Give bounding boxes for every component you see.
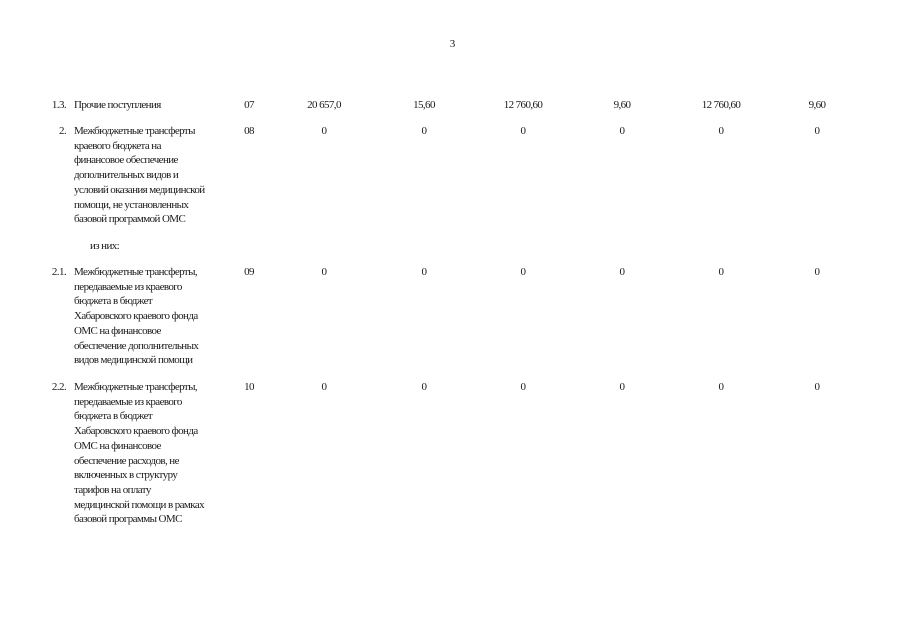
sub-label: из них:	[90, 240, 120, 252]
row-name-line: краевого бюджета на	[74, 139, 161, 152]
row-name	[74, 380, 224, 527]
row-value: 0	[814, 125, 820, 137]
row-value: 0	[814, 266, 820, 278]
row-value: 15,60	[413, 99, 435, 111]
row-value: 12 760,60	[701, 99, 741, 111]
row-name-line: обеспечение дополнительных	[74, 339, 199, 352]
row-number: 1.3.	[51, 99, 66, 111]
row-value: 9,60	[808, 99, 826, 111]
row-name-line: помощи, не установленных	[74, 198, 189, 211]
row-value: 9,60	[613, 99, 631, 111]
row-value: 0	[421, 266, 427, 278]
row-name-line: бюджета в бюджет	[74, 410, 153, 423]
row-name-line: видов медицинской помощи	[74, 354, 193, 367]
row-name-line: Межбюджетные трансферты,	[74, 381, 198, 393]
row-code: 08	[244, 125, 254, 137]
row-name-line: ОМС на финансовое	[74, 439, 161, 452]
row-value: 0	[718, 381, 724, 393]
row-name-line: бюджета в бюджет	[74, 295, 153, 308]
row-number: 2.2.	[51, 381, 66, 393]
row-name-line: передаваемые из краевого	[74, 395, 182, 408]
row-value: 20 657,0	[307, 99, 341, 111]
row-value: 0	[718, 266, 724, 278]
row-value: 0	[520, 125, 526, 137]
row-code: 07	[244, 99, 254, 111]
row-number: 2.	[58, 125, 66, 137]
row-code: 10	[244, 381, 254, 393]
row-value: 0	[619, 381, 625, 393]
row-name-line: финансовое обеспечение	[74, 154, 178, 167]
row-value: 0	[321, 266, 327, 278]
row-value: 12 760,60	[503, 99, 543, 111]
row-value: 0	[421, 381, 427, 393]
row-value: 0	[619, 125, 625, 137]
row-code: 09	[244, 266, 254, 278]
row-name-line: Хабаровского краевого фонда	[74, 310, 198, 323]
row-name-line: дополнительных видов и	[74, 169, 179, 182]
row-value: 0	[814, 381, 820, 393]
row-number: 2.1.	[51, 266, 66, 278]
row-name-line: ОМС на финансовое	[74, 324, 161, 337]
row-name-line: условий оказания медицинской	[74, 183, 205, 196]
row-name	[74, 265, 224, 368]
row-name-line: тарифов на оплату	[74, 483, 151, 496]
row-value: 0	[520, 381, 526, 393]
row-value: 0	[321, 381, 327, 393]
row-name-line: медицинской помощи в рамках	[74, 498, 205, 511]
row-name-line: включенных в структуру	[74, 469, 178, 482]
row-name-line: Межбюджетные трансферты	[74, 125, 195, 137]
row-name-line: Межбюджетные трансферты,	[74, 266, 198, 278]
page-number: 3	[449, 38, 456, 50]
row-name-line: базовой программы ОМС	[74, 513, 182, 526]
row-value: 0	[321, 125, 327, 137]
row-name-line: Прочие поступления	[74, 99, 161, 111]
row-value: 0	[619, 266, 625, 278]
row-name	[74, 98, 224, 113]
row-name-line: обеспечение расходов, не	[74, 454, 179, 467]
row-name-line: Хабаровского краевого фонда	[74, 425, 198, 438]
row-name-line: передаваемые из краевого	[74, 280, 182, 293]
row-value: 0	[421, 125, 427, 137]
row-value: 0	[520, 266, 526, 278]
row-value: 0	[718, 125, 724, 137]
row-name	[74, 124, 224, 227]
row-name-line: базовой программой ОМС	[74, 213, 186, 226]
